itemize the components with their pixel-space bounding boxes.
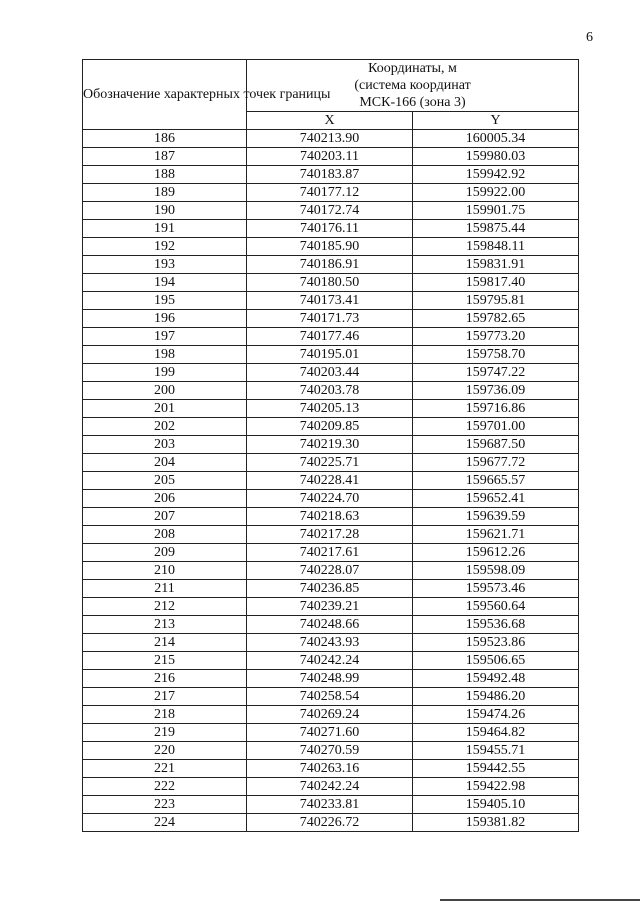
cell-point-number: 200 [83, 382, 247, 400]
cell-y: 159381.82 [413, 814, 579, 832]
table-row [83, 364, 579, 382]
cell-y: 159922.00 [413, 184, 579, 202]
table-row [83, 454, 579, 472]
cell-x: 740226.72 [247, 814, 413, 832]
cell-x: 740228.41 [247, 472, 413, 490]
cell-point-number: 203 [83, 436, 247, 454]
table-row [83, 742, 579, 760]
header-coordinates-line-2: (система координат [354, 78, 471, 93]
cell-x: 740173.41 [247, 292, 413, 310]
cell-x: 740203.78 [247, 382, 413, 400]
cell-x: 740258.54 [247, 688, 413, 706]
cell-x: 740195.01 [247, 346, 413, 364]
cell-x: 740203.11 [247, 148, 413, 166]
table-row [83, 130, 579, 148]
table-row [83, 202, 579, 220]
header-x: X [247, 112, 413, 130]
table-row [83, 724, 579, 742]
cell-y: 159758.70 [413, 346, 579, 364]
table-row [83, 526, 579, 544]
cell-x: 740270.59 [247, 742, 413, 760]
header-coordinates [247, 60, 579, 112]
cell-y: 159612.26 [413, 544, 579, 562]
cell-y: 159773.20 [413, 328, 579, 346]
cell-point-number: 186 [83, 130, 247, 148]
table-row [83, 148, 579, 166]
table-row [83, 436, 579, 454]
cell-y: 159492.48 [413, 670, 579, 688]
header-point-designation-text: Обозначение характерных точек границы [83, 87, 331, 102]
table-row [83, 634, 579, 652]
cell-point-number: 198 [83, 346, 247, 364]
cell-x: 740228.07 [247, 562, 413, 580]
cell-x: 740269.24 [247, 706, 413, 724]
cell-x: 740203.44 [247, 364, 413, 382]
cell-y: 159980.03 [413, 148, 579, 166]
cell-y: 159405.10 [413, 796, 579, 814]
table-row [83, 652, 579, 670]
cell-x: 740271.60 [247, 724, 413, 742]
cell-point-number: 187 [83, 148, 247, 166]
cell-point-number: 189 [83, 184, 247, 202]
cell-x: 740242.24 [247, 652, 413, 670]
table-row [83, 418, 579, 436]
cell-point-number: 205 [83, 472, 247, 490]
cell-y: 159652.41 [413, 490, 579, 508]
cell-y: 159687.50 [413, 436, 579, 454]
cell-y: 159523.86 [413, 634, 579, 652]
table-row [83, 580, 579, 598]
table-row [83, 346, 579, 364]
table-row [83, 166, 579, 184]
cell-x: 740219.30 [247, 436, 413, 454]
cell-point-number: 207 [83, 508, 247, 526]
cell-point-number: 209 [83, 544, 247, 562]
cell-y: 159716.86 [413, 400, 579, 418]
cell-y: 159736.09 [413, 382, 579, 400]
cell-point-number: 196 [83, 310, 247, 328]
table-row [83, 760, 579, 778]
cell-x: 740248.99 [247, 670, 413, 688]
cell-point-number: 214 [83, 634, 247, 652]
cell-y: 159942.92 [413, 166, 579, 184]
header-y: Y [413, 112, 579, 130]
cell-point-number: 215 [83, 652, 247, 670]
cell-point-number: 206 [83, 490, 247, 508]
cell-x: 740177.46 [247, 328, 413, 346]
table-row [83, 382, 579, 400]
table-row [83, 328, 579, 346]
table-row [83, 508, 579, 526]
cell-point-number: 204 [83, 454, 247, 472]
cell-point-number: 197 [83, 328, 247, 346]
cell-point-number: 211 [83, 580, 247, 598]
cell-x: 740185.90 [247, 238, 413, 256]
table-row [83, 490, 579, 508]
table-row [83, 400, 579, 418]
cell-point-number: 216 [83, 670, 247, 688]
cell-point-number: 221 [83, 760, 247, 778]
table-row [83, 796, 579, 814]
cell-y: 159782.65 [413, 310, 579, 328]
table-body [83, 130, 579, 832]
bottom-divider [440, 899, 640, 901]
header-point-designation [83, 60, 331, 130]
cell-y: 159795.81 [413, 292, 579, 310]
cell-x: 740263.16 [247, 760, 413, 778]
table-row [83, 544, 579, 562]
cell-x: 740242.24 [247, 778, 413, 796]
cell-x: 740180.50 [247, 274, 413, 292]
cell-point-number: 191 [83, 220, 247, 238]
cell-y: 159639.59 [413, 508, 579, 526]
cell-x: 740248.66 [247, 616, 413, 634]
cell-x: 740236.85 [247, 580, 413, 598]
header-coordinates-line-1: Координаты, м [368, 61, 457, 76]
table-row [83, 598, 579, 616]
cell-point-number: 218 [83, 706, 247, 724]
boundary-coordinates-table [82, 59, 579, 832]
table-row [83, 238, 579, 256]
cell-point-number: 208 [83, 526, 247, 544]
cell-x: 740217.61 [247, 544, 413, 562]
cell-y: 159422.98 [413, 778, 579, 796]
cell-x: 740224.70 [247, 490, 413, 508]
cell-point-number: 217 [83, 688, 247, 706]
cell-point-number: 224 [83, 814, 247, 832]
cell-point-number: 212 [83, 598, 247, 616]
cell-y: 159677.72 [413, 454, 579, 472]
header-coordinates-line-3: МСК-166 (зона 3) [359, 95, 466, 110]
cell-y: 159442.55 [413, 760, 579, 778]
table-row [83, 670, 579, 688]
cell-y: 159536.68 [413, 616, 579, 634]
cell-y: 159506.65 [413, 652, 579, 670]
cell-y: 159621.71 [413, 526, 579, 544]
cell-y: 159817.40 [413, 274, 579, 292]
table-row [83, 292, 579, 310]
cell-point-number: 194 [83, 274, 247, 292]
cell-x: 740172.74 [247, 202, 413, 220]
cell-point-number: 193 [83, 256, 247, 274]
table-row [83, 310, 579, 328]
cell-point-number: 223 [83, 796, 247, 814]
cell-point-number: 219 [83, 724, 247, 742]
cell-x: 740225.71 [247, 454, 413, 472]
cell-y: 159598.09 [413, 562, 579, 580]
cell-x: 740177.12 [247, 184, 413, 202]
cell-point-number: 222 [83, 778, 247, 796]
cell-point-number: 192 [83, 238, 247, 256]
cell-y: 159464.82 [413, 724, 579, 742]
cell-y: 159701.00 [413, 418, 579, 436]
table-row [83, 688, 579, 706]
cell-point-number: 199 [83, 364, 247, 382]
cell-y: 159848.11 [413, 238, 579, 256]
cell-y: 159455.71 [413, 742, 579, 760]
cell-x: 740209.85 [247, 418, 413, 436]
cell-point-number: 201 [83, 400, 247, 418]
cell-x: 740183.87 [247, 166, 413, 184]
cell-y: 159875.44 [413, 220, 579, 238]
cell-x: 740213.90 [247, 130, 413, 148]
cell-y: 159474.26 [413, 706, 579, 724]
table-row [83, 184, 579, 202]
cell-y: 159665.57 [413, 472, 579, 490]
table-row [83, 220, 579, 238]
table-row [83, 274, 579, 292]
cell-x: 740186.91 [247, 256, 413, 274]
cell-x: 740205.13 [247, 400, 413, 418]
cell-x: 740239.21 [247, 598, 413, 616]
cell-y: 159486.20 [413, 688, 579, 706]
cell-point-number: 195 [83, 292, 247, 310]
table-row [83, 256, 579, 274]
table-row [83, 562, 579, 580]
cell-y: 159831.91 [413, 256, 579, 274]
table-row [83, 616, 579, 634]
table-header-row [83, 60, 579, 112]
cell-x: 740218.63 [247, 508, 413, 526]
cell-x: 740171.73 [247, 310, 413, 328]
table-row [83, 706, 579, 724]
cell-y: 160005.34 [413, 130, 579, 148]
cell-point-number: 210 [83, 562, 247, 580]
table-row [83, 778, 579, 796]
cell-point-number: 190 [83, 202, 247, 220]
cell-point-number: 202 [83, 418, 247, 436]
table-row [83, 814, 579, 832]
page-number: 6 [586, 30, 593, 45]
cell-x: 740233.81 [247, 796, 413, 814]
cell-y: 159560.64 [413, 598, 579, 616]
cell-x: 740176.11 [247, 220, 413, 238]
cell-y: 159573.46 [413, 580, 579, 598]
cell-y: 159747.22 [413, 364, 579, 382]
cell-x: 740243.93 [247, 634, 413, 652]
cell-point-number: 220 [83, 742, 247, 760]
cell-y: 159901.75 [413, 202, 579, 220]
cell-x: 740217.28 [247, 526, 413, 544]
table-row [83, 472, 579, 490]
cell-point-number: 213 [83, 616, 247, 634]
cell-point-number: 188 [83, 166, 247, 184]
